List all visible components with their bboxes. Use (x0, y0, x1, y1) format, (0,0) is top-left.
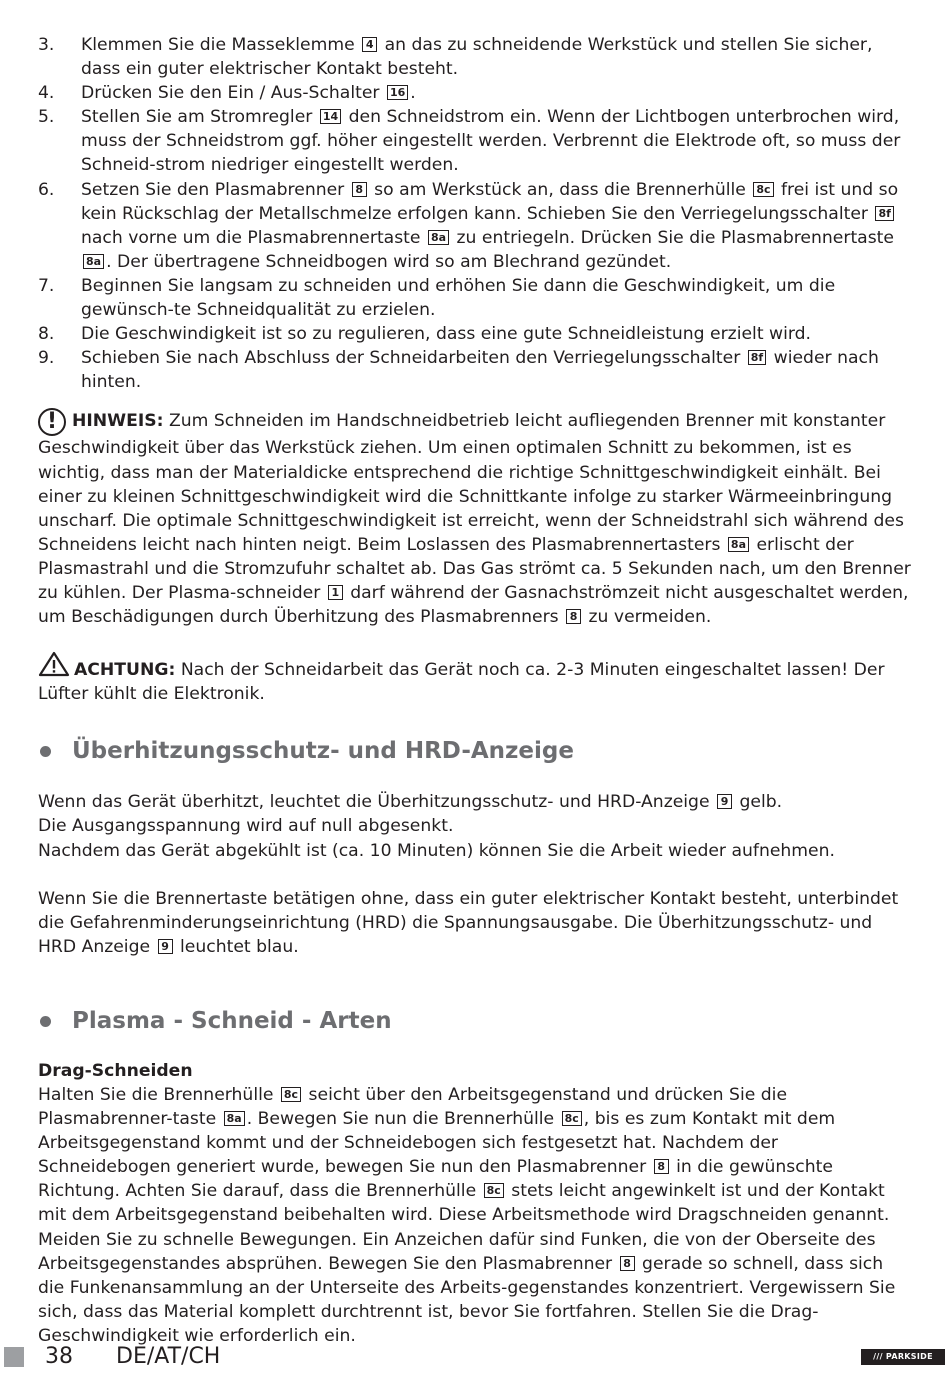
step-number: 4. (38, 83, 55, 104)
step-item: 3. Klemmen Sie die Masseklemme 4 an das zu schneidende Werkstück und stellen Sie sicher, dass ein guter elektrischer Kontakt besteht. (38, 35, 873, 80)
hinweis-label: HINWEIS: (72, 411, 164, 432)
part-reference-badge: 8a (428, 230, 449, 245)
page-content (38, 33, 913, 1348)
part-reference-badge: 8a (728, 537, 749, 552)
achtung-note (38, 651, 913, 706)
hinweis-text: Zum Schneiden im Handschneidbetrieb leicht aufliegenden Brenner mit konstanter Geschwindigkeit über das Werkstück ziehen. Um einen optimalen Schnitt zu bekommen, ist es wichtig, dass man der Materialdicke entsprechend die richtige Schnittgeschwindigkeit einhält. Bei einer zu kleinen Schnittgeschwindigkeit wird die Schnittkante infolge zu starker Wärmeeinbringung unscharf. Die optimale Schnittgeschwindigkeit ist erreicht, wenn der Schneidstrahl sich während des Schneidens leicht nach hinten neigt. Beim Loslassen des Plasmabrennertasters 8a erlischt der Plasmastrahl und die Stromzufuhr schaltet ab. Das Gas strömt ca. 5 Sekunden nach, um den Brenner zu kühlen. Der Plasma-schneider 1 darf während der Gasnachströmzeit nicht ausgeschaltet werden, um Beschädigungen durch Überhitzung des Plasmabrenners 8 zu vermeiden. (38, 411, 911, 628)
warning-icon (38, 651, 70, 677)
step-number: 3. (38, 35, 55, 55)
step-item: 6. Setzen Sie den Plasmabrenner 8 so am Werkstück an, dass die Brennerhülle 8c frei ist und so kein Rückschlag der Metallschmelze erfolgen kann. Schieben Sie den Verriegelungsschalter 8f nach vorne um die Plasmabrennertaste 8a zu entriegeln. Drücken Sie die Plasmabrennertaste 8a . Der übertragene Schneidbogen wird so am Blechrand gezündet. (38, 179, 899, 272)
part-reference-badge: 8c (753, 182, 773, 197)
bullet-icon (40, 746, 51, 757)
overheat-paragraph-1: Wenn das Gerät überhitzt, leuchtet die Überhitzungsschutz- und HRD-Anzeige 9 gelb. Die Ausgangsspannung wird auf null abgesenkt. Nachdem das Gerät abgekühlt ist (ca. 10 Minuten) können Sie die Arbeit wieder aufnehmen. (38, 792, 835, 861)
step-item: 9. Schieben Sie nach Abschluss der Schneidarbeiten den Verriegelungsschalter 8f wieder nach hinten. (38, 348, 879, 393)
hinweis-note (38, 408, 913, 629)
part-reference-badge: 8c (562, 1111, 582, 1126)
part-reference-badge: 8a (83, 254, 104, 269)
part-reference-badge: 14 (320, 109, 341, 124)
step-number: 9. (38, 348, 55, 369)
info-icon: ! (38, 408, 66, 436)
page-footer (0, 1343, 950, 1373)
part-reference-badge: 9 (717, 794, 732, 809)
part-reference-badge: 1 (328, 585, 343, 600)
part-reference-badge: 8a (224, 1111, 245, 1126)
part-reference-badge: 8 (654, 1159, 669, 1174)
part-reference-badge: 8c (484, 1183, 504, 1198)
step-number: 7. (38, 275, 55, 296)
drag-paragraph: Halten Sie die Brennerhülle 8c seicht über den Arbeitsgegenstand und drücken Sie die Plasmabrenner-taste 8a . Bewegen Sie nun die Brennerhülle 8c , bis es zum Kontakt mit dem Arbeitsgegenstand kommt und der Schneidebogen sich festgesetzt hat. Nachdem der Schneidebogen generiert wurde, bewegen Sie nun den Plasmabrenner 8 in die gewünschte Richtung. Achten Sie darauf, dass die Brennerhülle 8c stets leicht angewinkelt ist und der Kontakt mit dem Arbeitsgegenstand beibehalten wird. Diese Arbeitsmethode wird Dragschneiden genannt. Meiden Sie zu schnelle Bewegungen. Ein Anzeichen dafür sind Funken, die von der Oberseite des Arbeitsgegenstandes absprühen. Bewegen Sie den Plasmabrenner 8 gerade so schnell, dass sich die Funkenansammlung an der Unterseite des Arbeits-gegenstandes konzentriert. Vergewissern Sie sich, dass das Material komplett durchtrennt ist, bevor Sie fortfahren. Stellen Sie die Drag-Geschwindigkeit wie erforderlich ein. (38, 1085, 896, 1346)
step-item: 7. Beginnen Sie langsam zu schneiden und erhöhen Sie dann die Geschwindigkeit, um die gewünsch-te Schneidqualität zu erzielen. (38, 275, 836, 321)
part-reference-badge: 8 (566, 609, 581, 624)
part-reference-badge: 8f (875, 206, 893, 221)
region-label: DE/AT/CH (116, 1344, 221, 1369)
part-reference-badge: 9 (158, 939, 173, 954)
instruction-steps (38, 33, 913, 394)
part-reference-badge: 8f (748, 350, 766, 365)
part-reference-badge: 8c (281, 1087, 301, 1102)
achtung-text: Nach der Schneidarbeit das Gerät noch ca. 2-3 Minuten eingeschaltet lassen! Der Lüfter kühlt die Elektronik. (38, 660, 885, 705)
section-title: Plasma - Schneid - Arten (72, 1007, 392, 1034)
section-title: Überhitzungsschutz- und HRD-Anzeige (72, 738, 574, 765)
step-number: 6. (38, 179, 55, 200)
achtung-label: ACHTUNG: (74, 660, 176, 681)
step-item: 8. Die Geschwindigkeit ist so zu regulieren, dass eine gute Schneidleistung erzielt wird. (38, 322, 913, 346)
subheading-drag: Drag-Schneiden (38, 1060, 193, 1081)
footer-square-icon (4, 1347, 24, 1367)
part-reference-badge: 8 (352, 182, 367, 197)
part-reference-badge: 8 (620, 1256, 635, 1271)
brand-logo: /// PARKSIDE (861, 1349, 945, 1365)
bullet-icon (40, 1016, 51, 1027)
step-number: 8. (38, 324, 55, 345)
part-reference-badge: 4 (362, 37, 377, 52)
overheat-paragraph-2: Wenn Sie die Brennertaste betätigen ohne, dass ein guter elektrischer Kontakt besteht, unterbindet die Gefahrenminderungseinrichtung (HRD) die Spannungsausgabe. Die Überhitzungsschutz- und HRD Anzeige 9 leuchtet blau. (38, 888, 899, 957)
part-reference-badge: 16 (387, 85, 408, 100)
section-heading-overheat (38, 736, 913, 766)
step-item: 4. Drücken Sie den Ein / Aus-Schalter 16 . (38, 81, 913, 105)
step-number: 5. (38, 107, 55, 128)
page-number: 38 (45, 1344, 73, 1369)
section-heading-plasma (38, 1006, 913, 1036)
step-item: 5. Stellen Sie am Stromregler 14 den Schneidstrom ein. Wenn der Lichtbogen unterbrochen wird, muss der Schneidstrom ggf. höher eingestellt werden. Verbrennt die Elektrode oft, so muss der Schneid-strom niedriger eingestellt werden. (38, 107, 901, 176)
